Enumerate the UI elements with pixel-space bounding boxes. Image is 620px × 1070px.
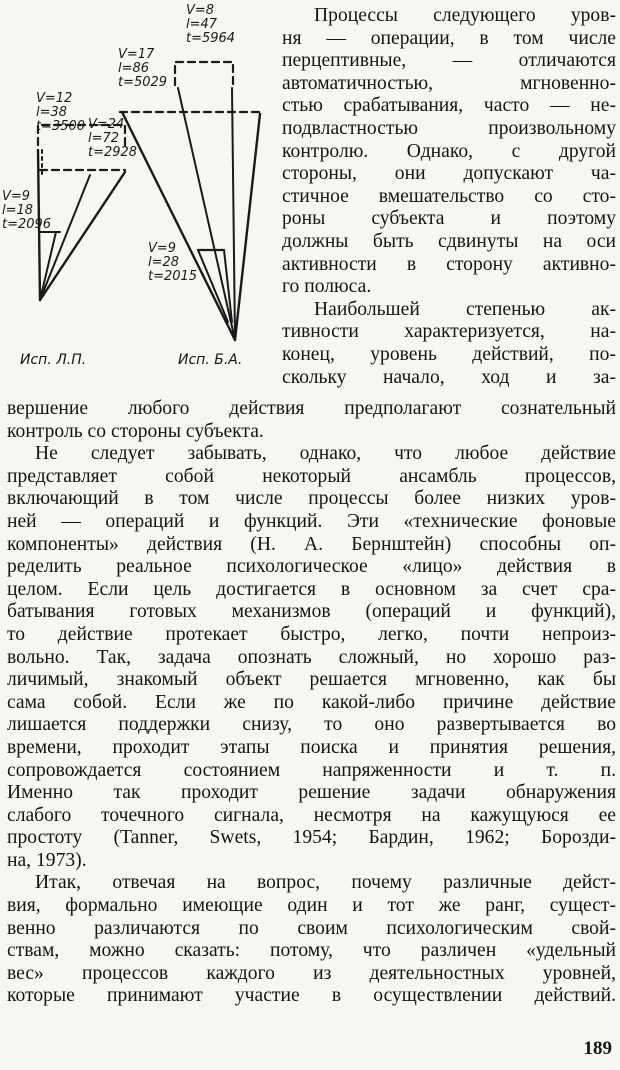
activity-levels-figure: [0, 0, 275, 385]
text-line: го полюса.: [282, 276, 372, 298]
text-line: стороны, они допускают ча-: [282, 163, 616, 185]
right-level-middle-labels: [118, 48, 167, 90]
side-text-column: [282, 5, 616, 389]
left-bot-t: t=2096: [2, 217, 52, 232]
text-line: на, 1973).: [7, 849, 87, 871]
text-line: Именно так проходит решение задачи обнаружения: [7, 782, 616, 804]
text-line: Наибольшей степенью ак-: [314, 298, 616, 320]
text-line: ня — операции, в том числе: [282, 27, 616, 49]
left-mid-t: t=2928: [88, 145, 138, 160]
text-line: простоту (Tanner, Swets, 1954; Бардин, 1962; Борозди-: [7, 827, 616, 849]
left-top-l: l=38: [36, 105, 68, 120]
text-line: перцептивные, — отличаются: [282, 50, 616, 72]
text-line: ствам, можно сказать: потому, что различен «удельный: [7, 940, 616, 962]
text-line: батывания готовых механизмов (операций и функций),: [7, 601, 616, 623]
text-line: сама собой. Если же по какой-либо причине действие: [7, 691, 616, 713]
left-level-middle-labels: [88, 118, 137, 160]
text-line: роны субъекта и поэтому: [282, 208, 616, 230]
text-line: активности в сторону активно-: [282, 253, 616, 275]
right-level-top-labels: [186, 4, 235, 46]
left-top-v: V=12: [36, 91, 73, 106]
right-diagram-caption: Исп. Б.А.: [178, 352, 243, 368]
text-line: Итак, отвечая на вопрос, почему различные дейст-: [35, 872, 616, 894]
right-level-bottom-labels: [148, 242, 197, 284]
text-line: венно различаются по своим психологическим свой-: [7, 917, 616, 939]
right-top-t: t=5964: [186, 31, 236, 46]
text-line: автоматичностью, мгновенно-: [282, 72, 616, 94]
left-level-top-labels: [36, 92, 85, 134]
main-text-column: [7, 398, 616, 1008]
text-line: вия, формально имеющие один и тот же ранг, сущест-: [7, 895, 616, 917]
left-bot-l: l=18: [2, 203, 34, 218]
left-diagram-caption: Исп. Л.П.: [20, 352, 87, 368]
left-bot-v: V=9: [2, 189, 31, 204]
text-line: вольно. Так, задача опознать сложный, но хорошо раз-: [7, 646, 616, 668]
text-line: личимый, знакомый объект решается мгновенно, как бы: [7, 669, 616, 691]
left-mid-l: l=72: [88, 131, 120, 146]
text-line: то действие протекает быстро, легко, почти непроиз-: [7, 623, 616, 645]
right-top-v: V=8: [186, 3, 215, 18]
text-line: лишается поддержки снизу, то оно развертывается во: [7, 714, 616, 736]
right-top-l: l=47: [186, 17, 218, 32]
text-line: Процессы следующего уров-: [314, 5, 616, 26]
text-line: представляет собой некоторый ансамбль процессов,: [7, 465, 616, 487]
text-line: Не следует забывать, однако, что любое действие: [35, 443, 616, 465]
page-number: 189: [583, 1038, 612, 1059]
right-mid-t: t=5029: [118, 75, 168, 90]
text-line: должны быть сдвинуты на оси: [282, 230, 616, 252]
text-line: контроль со стороны субъекта.: [7, 420, 264, 442]
text-line: целом. Если цель достигается в основном за счет сра-: [7, 578, 616, 600]
text-line: которые принимают участие в осуществлении действий.: [7, 985, 616, 1007]
right-bot-v: V=9: [148, 241, 177, 256]
left-mid-v: V=24: [88, 117, 125, 132]
text-line: компоненты» действия (Н. А. Бернштейн) способны оп-: [7, 533, 616, 555]
text-line: ределить реальное психологическое «лицо» действия в: [7, 556, 616, 578]
left-top-t: t=3500: [36, 119, 86, 134]
right-mid-l: l=86: [118, 61, 150, 76]
text-line: подвластностью произвольному: [282, 117, 616, 139]
left-level-bottom-labels: [2, 190, 51, 232]
text-line: контролю. Однако, с другой: [282, 140, 616, 162]
text-line: включающий в том числе процессы более низких уров-: [7, 488, 616, 510]
right-mid-v: V=17: [118, 47, 155, 62]
text-line: времени, проходит этапы поиска и принятия решения,: [7, 736, 616, 758]
text-line: вес» процессов каждого из деятельностных уровней,: [7, 962, 616, 984]
text-line: вершение любого действия предполагают сознательный: [7, 398, 616, 419]
text-line: ней — операций и функций. Эти «технические фоновые: [7, 510, 616, 532]
text-line: стичное вмешательство со сто-: [282, 185, 616, 207]
right-bot-t: t=2015: [148, 269, 198, 284]
text-line: скольку начало, ход и за-: [282, 366, 616, 388]
text-line: сопровождается состоянием напряженности и т. п.: [7, 759, 616, 781]
text-line: тивности характеризуется, на-: [282, 321, 616, 343]
text-line: конец, уровень действий, по-: [282, 343, 616, 365]
text-line: слабого точечного сигнала, несмотря на кажущуюся ее: [7, 804, 616, 826]
text-line: стью срабатывания, часто — не-: [282, 95, 616, 117]
right-bot-l: l=28: [148, 255, 180, 270]
